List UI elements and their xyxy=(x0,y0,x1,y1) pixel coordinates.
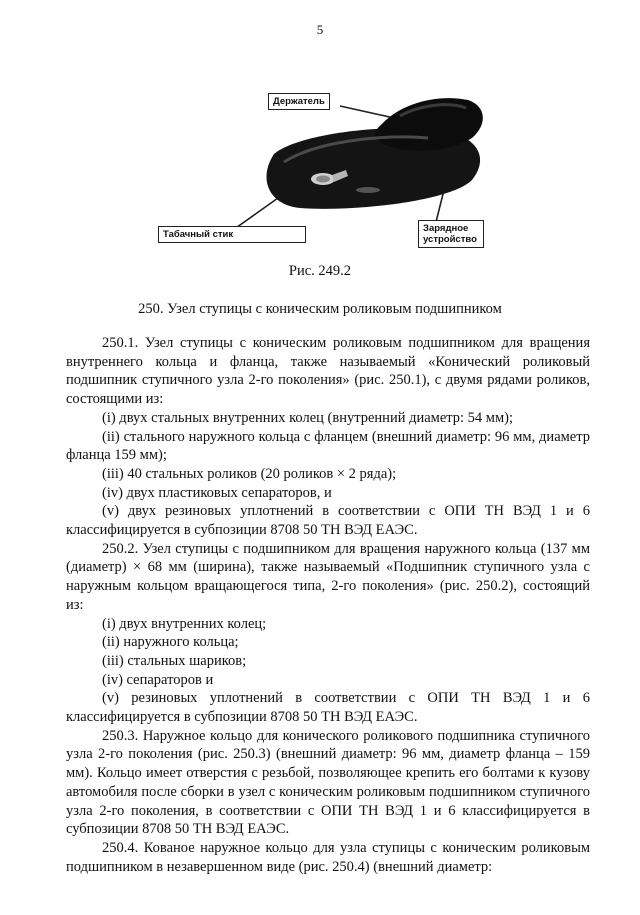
section-title: 250. Узел ступицы с коническим роликовым подшипником xyxy=(138,301,502,317)
page-number: 5 xyxy=(316,22,324,37)
label-holder: Держатель xyxy=(268,93,330,110)
list-item: (iv) двух пластиковых сепараторов, и xyxy=(102,484,332,501)
label-tobacco-stick: Табачный стик xyxy=(158,226,306,243)
paragraph: 250.3. Наружное кольцо для конического роликового подшипника ступичного узла 2-го поколения (рис. 250.3) (внешний диаметр: 96 мм, диаметр фланца – 159 мм). Кольцо имеет отверстия с резьбой, позволяющее крепить его болтами к кузову автомобиля после сборки в узел с коническим роликовым подшипником ступичного узла 2-го поколения, в соответствии с ОПИ ТН ВЭД 1 и 6 классифицируется в субпозиции 8708 50 ТН ВЭД ЕАЭС. xyxy=(66,727,590,838)
list-item: (iii) 40 стальных роликов (20 роликов × 2 ряда); xyxy=(102,465,397,482)
list-item: (ii) наружного кольца; xyxy=(102,634,239,651)
list-item: (i) двух стальных внутренних колец (внутренний диаметр: 54 мм); xyxy=(102,409,514,426)
list-item: (i) двух внутренних колец; xyxy=(102,615,267,632)
list-item: (v) резиновых уплотнений в соответствии с ОПИ ТН ВЭД 1 и 6 классифицируется в субпозиции 8708 50 ТН ВЭД ЕАЭС. xyxy=(66,690,590,726)
list-item: (iv) сепараторов и xyxy=(102,671,214,688)
paragraph: 250.4. Кованое наружное кольцо для узла ступицы с коническим роликовым подшипником в незавершенном виде (рис. 250.4) (внешний диаметр: xyxy=(66,839,590,875)
paragraph: 250.2. Узел ступицы с подшипником для вращения наружного кольца (137 мм (диаметр) × 68 мм (ширина), также называемый «Подшипник ступичного узла с наружным кольцом вращающегося типа, 2-го поколения» (рис. 250.2), состоящий из: xyxy=(66,540,590,613)
figure-device-photo xyxy=(150,80,495,255)
list-item: (ii) стального наружного кольца с фланцем (внешний диаметр: 96 мм, диаметр фланца 159 мм); xyxy=(66,428,590,464)
figure-caption: Рис. 249.2 xyxy=(288,263,352,279)
list-item: (iii) стальных шариков; xyxy=(102,652,247,669)
section-body xyxy=(66,334,590,876)
list-item: (v) двух резиновых уплотнений в соответствии с ОПИ ТН ВЭД 1 и 6 классифицируется в субпозиции 8708 50 ТН ВЭД ЕАЭС. xyxy=(66,503,590,539)
paragraph: 250.1. Узел ступицы с коническим роликовым подшипником для вращения внутреннего кольца и фланца, также называемый «Конический роликовый подшипник ступичного узла 2-го поколения» (рис. 250.1), с двумя рядами роликов, состоящими из: xyxy=(66,335,590,408)
label-charger: Зарядное устройство xyxy=(418,220,484,248)
